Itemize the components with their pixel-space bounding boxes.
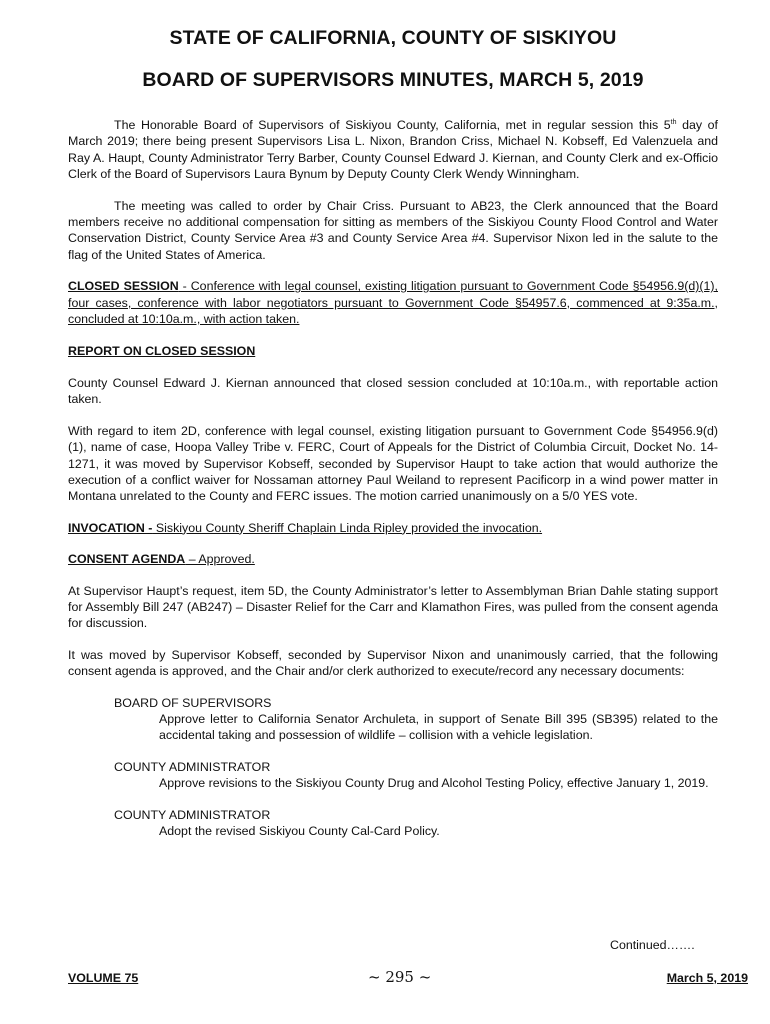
consent-paragraph-2: It was moved by Supervisor Kobseff, seconded by Supervisor Nixon and unanimously carried, that the following consent agenda is approved, and the Chair and/or clerk authorized to execute/record any necessary documents: (68, 647, 718, 679)
consent-item-department: BOARD OF SUPERVISORS (114, 695, 272, 710)
footer-page-number: ~ 295 ~ (368, 968, 432, 986)
intro-paragraph (68, 117, 718, 183)
consent-item (68, 695, 718, 744)
minutes-page (68, 22, 718, 839)
intro-text-a: The Honorable Board of Supervisors of Siskiyou County, California, met in regular session this 5 (114, 118, 671, 132)
consent-heading (68, 551, 718, 567)
closed-session-text: - Conference with legal counsel, existing litigation pursuant to Government Code §54956.9(d)(1), four cases, conference with labor negotiators pursuant to Government Code §54957.6, commenced at 9:35a.m., concluded at 10:10a.m., with action taken. (68, 279, 718, 327)
consent-status: – Approved. (185, 552, 255, 567)
document-subtitle: BOARD OF SUPERVISORS MINUTES, MARCH 5, 2019 (142, 69, 644, 91)
consent-label: CONSENT AGENDA (68, 552, 186, 567)
intro-superscript: th (670, 118, 677, 126)
closed-session-label: CLOSED SESSION (68, 279, 179, 294)
invocation-paragraph (68, 520, 718, 536)
invocation-text: Siskiyou County Sheriff Chaplain Linda Ripley provided the invocation. (152, 520, 543, 535)
report-paragraph-1: County Counsel Edward J. Kiernan announced that closed session concluded at 10:10a.m., with reportable action taken. (68, 375, 718, 407)
page-footer (68, 968, 748, 990)
consent-paragraph-1: At Supervisor Haupt’s request, item 5D, the County Administrator’s letter to Assemblyman Brian Dahle stating support for Assembly Bill 247 (AB247) – Disaster Relief for the Carr and Klamathon Fires, was pulled from the consent agenda for discussion. (68, 583, 718, 631)
closed-session-paragraph (68, 278, 718, 327)
consent-item-action: Approve revisions to the Siskiyou County Drug and Alcohol Testing Policy, effective January 1, 2019. (159, 776, 709, 791)
consent-item-department: COUNTY ADMINISTRATOR (114, 807, 271, 822)
report-heading: REPORT ON CLOSED SESSION (68, 344, 256, 359)
call-to-order-paragraph: The meeting was called to order by Chair Criss. Pursuant to AB23, the Clerk announced that the Board members receive no additional compensation for sitting as members of the Siskiyou County Flood Control and Water Conservation District, County Service Area #3 and County Service Area #4. Supervisor Nixon led in the salute to the flag of the United States of America. (68, 198, 718, 262)
footer-volume: VOLUME 75 (68, 971, 139, 985)
consent-item-department: COUNTY ADMINISTRATOR (114, 759, 271, 774)
consent-item (68, 807, 718, 840)
continued-note: Continued……. (610, 938, 695, 952)
consent-item (68, 759, 718, 792)
report-paragraph-2: With regard to item 2D, conference with legal counsel, existing litigation pursuant to Government Code §54956.9(d)(1), name of case, Hoopa Valley Tribe v. FERC, Court of Appeals for the District of Columbia Circuit, Docket No. 14-1271, it was moved by Supervisor Kobseff, seconded by Supervisor Haupt to take action that would authorize the execution of a conflict waiver for Nossaman attorney Paul Weiland to represent Pacificorp in a wind power matter in Montana unrelated to the County and FERC issues. The motion carried unanimously on a 5/0 YES vote. (68, 423, 718, 504)
invocation-label: INVOCATION - (68, 520, 153, 535)
document-title: STATE OF CALIFORNIA, COUNTY OF SISKIYOU (169, 27, 617, 49)
intro-text-b: day of March 2019; there being present Supervisors Lisa L. Nixon, Brandon Criss, Michael N. Kobseff, Ed Valenzuela and Ray A. Haupt, County Administrator Terry Barber, County Counsel Edward J. Kiernan, and County Clerk and ex-Officio Clerk of the Board of Supervisors Laura Bynum by Deputy County Clerk Wendy Winningham. (68, 118, 718, 182)
footer-date: March 5, 2019 (666, 971, 748, 985)
consent-item-action: Approve letter to California Senator Archuleta, in support of Senate Bill 395 (SB395) related to the accidental taking and possession of wildlife – collision with a vehicle legislation. (159, 711, 718, 743)
consent-item-action: Adopt the revised Siskiyou County Cal-Card Policy. (159, 824, 440, 838)
